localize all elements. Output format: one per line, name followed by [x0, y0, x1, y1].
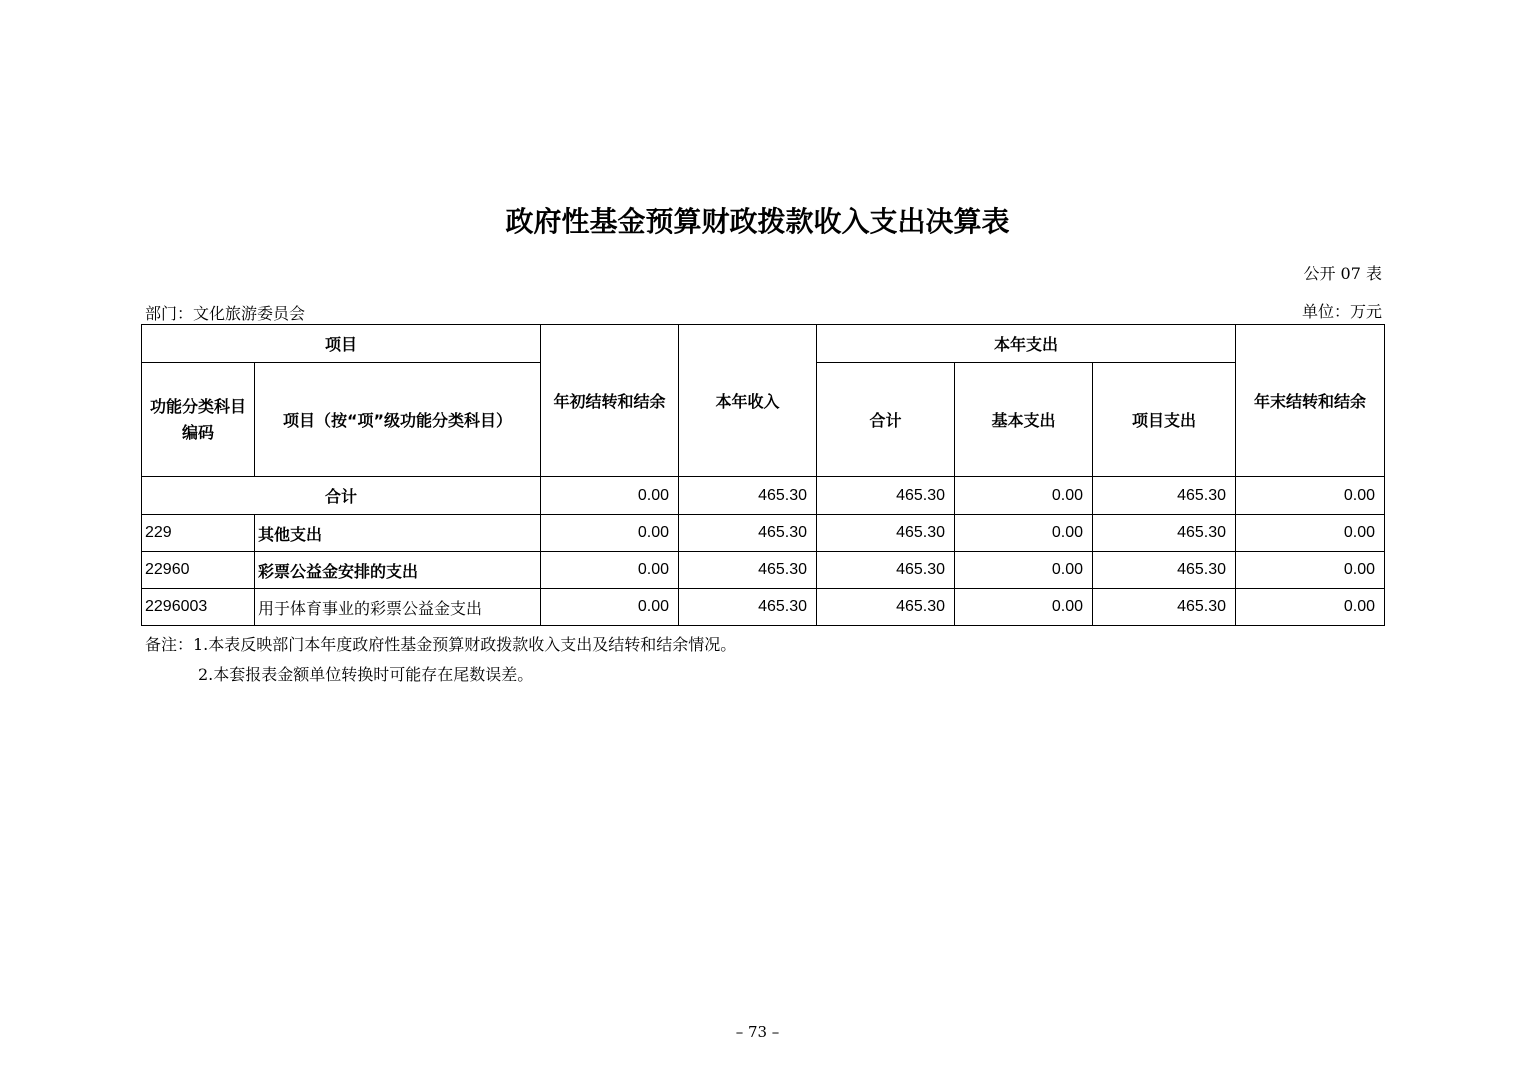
row-ending-balance: 0.00 [1236, 589, 1385, 626]
row-project-expense: 465.30 [1093, 552, 1236, 589]
note-line-2: 2.本套报表金额单位转换时可能存在尾数误差。 [198, 665, 534, 684]
total-expense-total: 465.30 [817, 477, 955, 515]
header-beginning-balance: 年初结转和结余 [541, 325, 679, 477]
page-number: – 73 – [735, 1023, 780, 1041]
total-project-expense: 465.30 [1093, 477, 1236, 515]
header-project-group: 项目 [142, 325, 541, 363]
department-label: 部门：文化旅游委员会 [145, 304, 306, 323]
page-title: 政府性基金预算财政拨款收入支出决算表 [505, 205, 1010, 238]
total-basic-expense: 0.00 [955, 477, 1093, 515]
header-row-1 [142, 325, 1385, 363]
row-income: 465.30 [679, 589, 817, 626]
header-expense-total: 合计 [817, 363, 955, 477]
budget-table [141, 324, 1385, 626]
row-basic-expense: 0.00 [955, 515, 1093, 552]
row-ending-balance: 0.00 [1236, 552, 1385, 589]
row-basic-expense: 0.00 [955, 552, 1093, 589]
header-ending-balance: 年末结转和结余 [1236, 325, 1385, 477]
row-expense-total: 465.30 [817, 515, 955, 552]
row-expense-total: 465.30 [817, 552, 955, 589]
row-beginning-balance: 0.00 [541, 589, 679, 626]
row-name: 彩票公益金安排的支出 [255, 552, 541, 589]
row-expense-total: 465.30 [817, 589, 955, 626]
row-beginning-balance: 0.00 [541, 515, 679, 552]
row-beginning-balance: 0.00 [541, 552, 679, 589]
unit-label: 单位：万元 [1301, 302, 1382, 321]
table-row [142, 515, 1385, 552]
header-basic-expense: 基本支出 [955, 363, 1093, 477]
form-number: 公开 07 表 [1303, 264, 1382, 283]
total-ending-balance: 0.00 [1236, 477, 1385, 515]
table-row [142, 552, 1385, 589]
row-income: 465.30 [679, 515, 817, 552]
row-name: 用于体育事业的彩票公益金支出 [255, 589, 541, 626]
row-basic-expense: 0.00 [955, 589, 1093, 626]
note-line-1: 备注：1.本表反映部门本年度政府性基金预算财政拨款收入支出及结转和结余情况。 [145, 635, 737, 654]
notes [145, 630, 736, 690]
table-row [142, 589, 1385, 626]
row-code: 229 [142, 515, 255, 552]
row-project-expense: 465.30 [1093, 589, 1236, 626]
row-code: 22960 [142, 552, 255, 589]
total-label: 合计 [142, 477, 541, 515]
row-code: 2296003 [142, 589, 255, 626]
total-beginning-balance: 0.00 [541, 477, 679, 515]
row-name: 其他支出 [255, 515, 541, 552]
row-project-expense: 465.30 [1093, 515, 1236, 552]
header-item-name: 项目（按“项”级功能分类科目） [255, 363, 541, 477]
header-income: 本年收入 [679, 325, 817, 477]
row-income: 465.30 [679, 552, 817, 589]
header-expense-group: 本年支出 [817, 325, 1236, 363]
header-project-expense: 项目支出 [1093, 363, 1236, 477]
total-row [142, 477, 1385, 515]
total-income: 465.30 [679, 477, 817, 515]
row-ending-balance: 0.00 [1236, 515, 1385, 552]
header-code: 功能分类科目编码 [142, 363, 255, 477]
